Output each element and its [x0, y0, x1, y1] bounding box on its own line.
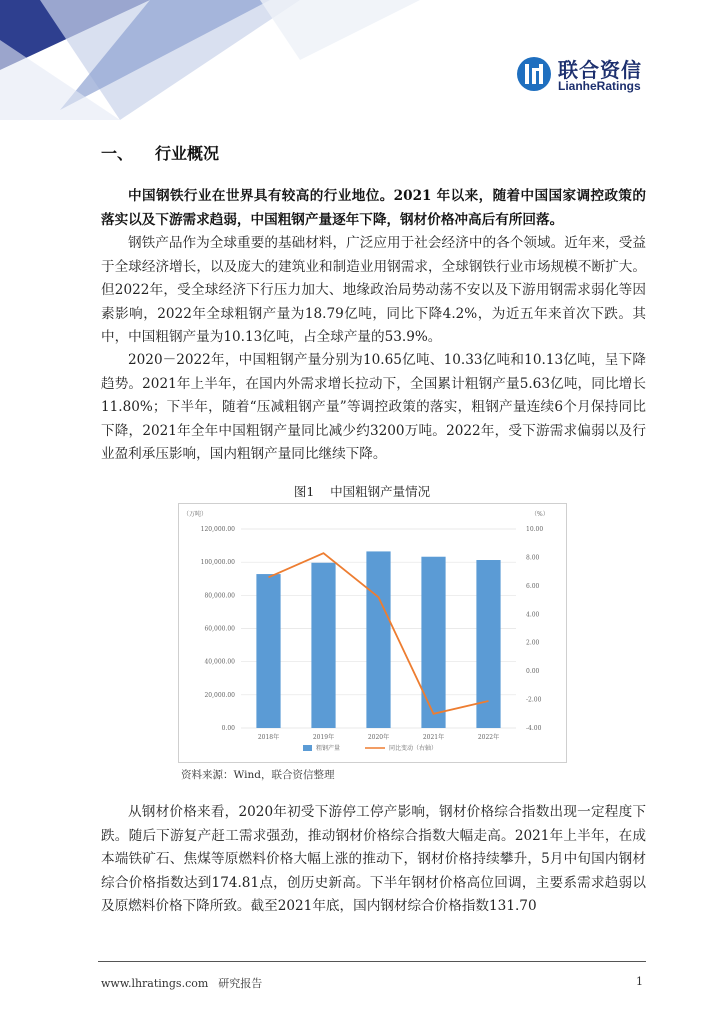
- paragraph-global-steel: 钢铁产品作为全球重要的基础材料，广泛应用于社会经济中的各个领域。近年来，受益于全球经济增长，以及庞大的建筑业和制造业用钢需求，全球钢铁行业市场规模不断扩大。但2022年，受全球经济下行压力加大、地缘政治局势动荡不安以及下游用钢需求弱化等因素影响，2022年全球粗钢产量为18.79亿吨，同比下降4.2%，为近五年来首次下跌。其中，中国粗钢产量为10.13亿吨，占全球产量的53.9%。: [101, 235, 646, 346]
- steel-output-chart: [178, 503, 567, 763]
- bar-crude-steel-output: [311, 563, 335, 728]
- bar-crude-steel-output: [256, 574, 280, 728]
- legend-label-bar: 粗钢产量: [316, 745, 341, 752]
- x-axis-tick-label: 2022年: [477, 734, 500, 741]
- figure-source: 资料来源：Wind，联合资信整理: [181, 769, 335, 781]
- logo-chinese-text: 联合资信: [558, 58, 642, 82]
- chart-svg: [179, 504, 566, 762]
- left-axis-tick-label: 80,000.00: [204, 592, 235, 600]
- paragraph-china-output: 2020－2022年，中国粗钢产量分别为10.65亿吨、10.33亿吨和10.13亿吨，呈下降趋势。2021年上半年，在国内外需求增长拉动下，全国累计粗钢产量5.63亿吨，同比增长11.80%；下半年，随着“压减粗钢产量”等调控政策的落实，粗钢产量连续6个月保持同比下降，2021年全年中国粗钢产量同比减少约3200万吨。2022年，受下游需求偏弱以及行业盈利承压影响，国内粗钢产量同比继续下降。: [101, 352, 646, 463]
- left-axis-tick-label: 100,000.00: [200, 559, 235, 567]
- right-axis-tick-label: 8.00: [526, 554, 540, 562]
- logo-english-text: LianheRatings: [558, 79, 641, 93]
- lead-paragraph: 中国钢铁行业在世界具有较高的行业地位。2021 年以来，随着中国国家调控政策的落实以及下游需求趋弱，中国粗钢产量逐年下降，钢材价格冲高后有所回落。: [101, 188, 646, 228]
- left-axis-tick-label: 20,000.00: [204, 691, 235, 699]
- left-axis-tick-label: 0.00: [221, 725, 235, 732]
- page-number: 1: [636, 975, 643, 988]
- bar-crude-steel-output: [366, 551, 390, 728]
- right-axis-tick-label: 10.00: [526, 526, 544, 533]
- footer-website[interactable]: www.lhratings.com: [101, 977, 209, 990]
- company-logo: [516, 52, 651, 96]
- right-axis-tick-label: -4.00: [526, 725, 542, 732]
- section-heading: [101, 141, 219, 164]
- left-axis-tick-label: 120,000.00: [200, 526, 235, 533]
- right-axis-tick-label: 6.00: [526, 582, 540, 590]
- left-axis-tick-label: 60,000.00: [204, 625, 235, 633]
- right-axis-label: （%）: [531, 511, 549, 518]
- section-title-text: 行业概况: [155, 144, 220, 163]
- footer-info: [101, 975, 272, 991]
- x-axis-tick-label: 2021年: [422, 734, 445, 741]
- left-axis-tick-label: 40,000.00: [204, 658, 235, 666]
- bar-crude-steel-output: [421, 557, 445, 728]
- footer-divider: [98, 961, 646, 962]
- legend-swatch-bar: [303, 745, 312, 751]
- section-number: 一、: [101, 144, 134, 163]
- right-axis-tick-label: 2.00: [526, 639, 540, 647]
- x-axis-tick-label: 2020年: [367, 734, 390, 741]
- right-axis-tick-label: 4.00: [526, 611, 540, 619]
- x-axis-tick-label: 2018年: [257, 734, 280, 741]
- left-axis-label: （万吨）: [183, 511, 208, 518]
- paragraph-steel-price: 从钢材价格来看，2020年初受下游停工停产影响，钢材价格综合指数出现一定程度下跌。随后下游复产赶工需求强劲，推动钢材价格综合指数大幅走高。2021年上半年，在成本端铁矿石、焦煤等原燃料价格大幅上涨的推动下，钢材价格持续攀升，5月中旬国内钢材综合价格指数达到174.81点，创历史新高。下半年钢材价格高位回调，主要系需求趋弱以及原燃料价格下降所致。截至2021年底，国内钢材综合价格指数131.70: [101, 804, 646, 915]
- right-axis-tick-label: 0.00: [526, 668, 540, 676]
- figure-caption: 图1 中国粗钢产量情况: [293, 484, 431, 499]
- legend-label-line: 同比变动（右轴）: [389, 745, 438, 752]
- right-axis-tick-label: -2.00: [526, 696, 542, 704]
- lianhe-logo-icon: [516, 56, 552, 92]
- footer-doc-type: 研究报告: [218, 977, 263, 990]
- x-axis-tick-label: 2019年: [312, 734, 335, 741]
